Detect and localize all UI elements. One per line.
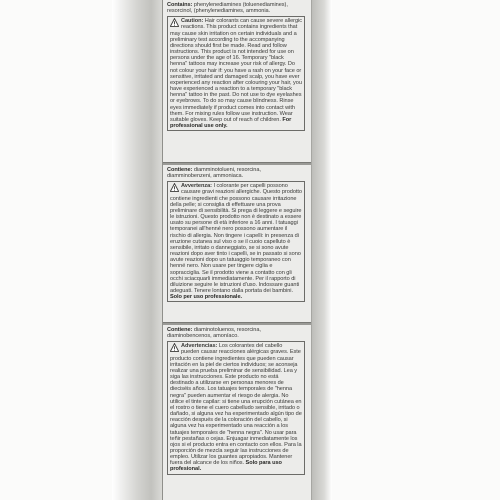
warning-triangle-icon <box>170 18 179 27</box>
section-italian <box>167 167 305 302</box>
caution-box: Avvertenza: I colorante per capelli possono causare gravi reazioni allergiche. Questo prodotto contiene ingredienti che possono causare irritazione della pelle; si consiglia di effettuare una prova preliminare di sensibilità. Si prega di leggere e seguire le istruzioni. Questo prodotto non è destinato a essere usato su persone di età inferiore a 16 anni. I tatuaggi temporanei all'henné nero possono aumentare il rischio di allergia. Non tingere i capelli: in presenza di eruzione cutanea sul viso o se il cuoio capelluto è sensibile, irritato o danneggiato, se si sono avute reazioni dopo aver tinto i capelli, se in passato si sono avute reazioni dopo un tatuaggio temporaneo con henné nero. Non usare per tingere ciglia e sopracciglia. Se il prodotto viene a contatto con gli occhi sciacquarli immediatamente. Per il rapporto di diluizione seguire le istruzioni d'uso. Indossare guanti adeguati. Tenere lontano dalla portata dei bambini. Solo per uso professionale. <box>167 181 305 302</box>
warning-triangle-icon <box>170 183 179 192</box>
section-divider <box>163 162 311 165</box>
contains-line: Contiene: diamminotolueni, resorcina, diamminobenzeni, ammoniaca. <box>167 167 261 180</box>
section-divider <box>163 322 311 325</box>
caution-box: Caution: Hair colorants can cause severe allergic reactions. This product contains ingredients that may cause skin irritation on certain individuals and a preliminary test according to the accompanying directions should first be made. Read and follow instructions. This product is not intended for use on persons under the age of 16. Temporary "black henna" tattoos may increase your risk of allergy. Do not colour your hair if: you have a rash on your face or sensitive, irritated and damaged scalp, you have ever experienced any reaction after colouring your hair, you have experienced a reaction to a temporary "black henna" tattoo in the past. Do not use to dye eyelashes or eyebrows. To do so may cause blindness. Rinse eyes immediately if product comes into contact with them. For mixing rules follow use instruction. Wear suitable gloves. Keep out of reach of children. For professional use only. <box>167 16 305 131</box>
caution-box: Advertencias: Los colorantes del cabello pueden causar reacciones alérgicas graves. Este producto contiene ingredientes que pueden causar irritación en la piel de ciertos individuos; se aconseja realizar una prueba preliminar de sensibilidad. Lea y siga las instrucciones. Este producto no está destinado a utilizarse en personas menores de dieciséis años. Los tatuajes temporales de "henna negra" pueden aumentar el riesgo de alergia. No utilice el tinte capilar: si tiene una erupción cutánea en el rostro o tiene el cuero cabelludo sensible, irritado o dañado, si alguna vez ha experimentado algún tipo de reacción después de la coloración del cabello, si alguna vez ha experimentado una reacción a los tatuajes temporales de "henna negra". No usar para teñir pestañas o cejas. Enjuagar inmediatamente los ojos si el producto entra en contacto con ellos. Para la proporción de mezcla seguir las instrucciones de empleo. Utilizar los guantes apropiados. Mantener fuera del alcance de los niños. Solo para uso profesional. <box>167 341 305 474</box>
contains-line: Contiene: diaminotoluenos, resorcina, diaminobencenos, amoníaco. <box>167 327 261 340</box>
warning-label-strip <box>162 0 312 500</box>
tube-shadow-right <box>312 0 332 500</box>
warning-triangle-icon <box>170 343 179 352</box>
section-english <box>167 2 305 131</box>
tube-shadow-left <box>112 0 168 500</box>
section-spanish <box>167 327 305 475</box>
contains-line: Contains: phenylenediamines (toluenediamines), resorcinol, (phenylenediamines, ammonia. <box>167 2 288 15</box>
